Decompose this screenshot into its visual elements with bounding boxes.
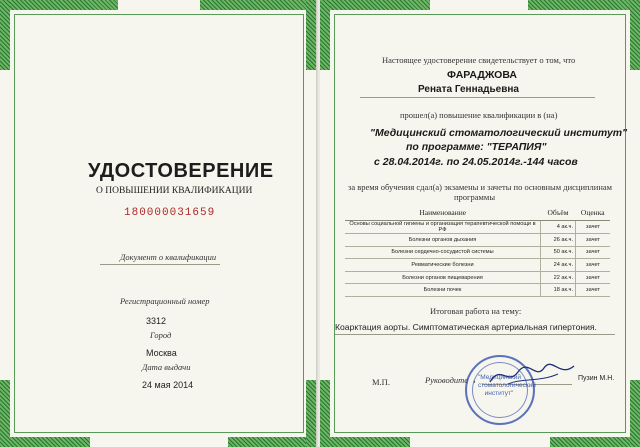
discipline-name: Болезни органов дыхания (345, 234, 541, 247)
institute-name: "Медицинский стоматологический институт" (370, 127, 628, 139)
discipline-result: зачет (576, 259, 611, 272)
divider (335, 334, 615, 335)
registration-label: Регистрационный номер (120, 296, 210, 306)
border-line (14, 14, 15, 433)
study-period: с 28.04.2014г. по 24.05.2014г.-144 часов (374, 156, 578, 168)
exams-text-line1: за время обучения сдал(а) экзамены и зачеты по основным дисциплинам (348, 182, 613, 192)
discipline-result: зачет (576, 221, 611, 234)
table-row (345, 246, 610, 259)
discipline-hours: 18 ак.ч. (541, 284, 576, 297)
seal-place-label: М.П. (372, 377, 390, 387)
border-line (334, 14, 626, 15)
discipline-result: зачет (576, 284, 611, 297)
certificate-title: УДОСТОВЕРЕНИЕ (88, 160, 274, 182)
border-line (303, 14, 304, 433)
head-label: Руководитель (425, 375, 476, 385)
city-label: Город (150, 330, 172, 340)
table-header-row (345, 204, 610, 221)
disciplines-table (345, 204, 610, 297)
header-name: Наименование (345, 204, 541, 221)
table-row (345, 259, 610, 272)
discipline-result: зачет (576, 271, 611, 284)
border-line (334, 14, 335, 433)
border-line (14, 432, 304, 433)
discipline-name: Болезни сердечно-сосудистой системы (345, 246, 541, 259)
holder-given-names: Рената Геннадьевна (418, 84, 519, 95)
table-row (345, 234, 610, 247)
passed-text: прошел(а) повышение квалификации в (на) (400, 110, 558, 120)
header-hours: Объём (541, 204, 576, 221)
discipline-hours: 4 ак.ч. (541, 221, 576, 234)
intro-text: Настоящее удостоверение свидетельствует о том, что (382, 55, 576, 65)
program-name: по программе: "ТЕРАПИЯ" (406, 141, 547, 153)
head-name: Пузин М.Н. (578, 375, 615, 382)
exams-text-line2: программы (454, 192, 496, 202)
left-page (0, 0, 318, 447)
serial-number: 180000031659 (124, 207, 216, 219)
certificate-subtitle: О ПОВЫШЕНИИ КВАЛИФИКАЦИИ (96, 186, 253, 196)
divider (360, 97, 595, 98)
divider (100, 264, 220, 265)
table-row (345, 271, 610, 284)
discipline-hours: 22 ак.ч. (541, 271, 576, 284)
table-row (345, 284, 610, 297)
discipline-result: зачет (576, 246, 611, 259)
border-line (14, 14, 304, 15)
issue-date: 24 мая 2014 (142, 380, 194, 390)
final-work-topic: Коарктация аорты. Симптоматическая артериальная гипертония. (335, 322, 597, 332)
city-value: Москва (146, 348, 177, 358)
signature-icon (488, 360, 578, 388)
discipline-hours: 26 ак.ч. (541, 234, 576, 247)
discipline-name: Болезни почек (345, 284, 541, 297)
discipline-name: Болезни органов пищеварения (345, 271, 541, 284)
border-line (625, 14, 626, 433)
discipline-name: Ревматические болезни (345, 259, 541, 272)
holder-surname: ФАРАДЖОВА (447, 69, 517, 81)
discipline-hours: 24 ак.ч. (541, 259, 576, 272)
discipline-result: зачет (576, 234, 611, 247)
stamp-text: "Медицинский стоматологический институт" (478, 374, 536, 397)
issue-date-label: Дата выдачи (142, 362, 191, 372)
document-type: Документ о квалификации (120, 252, 217, 262)
discipline-hours: 50 ак.ч. (541, 246, 576, 259)
header-result: Оценка (576, 204, 611, 221)
border-line (334, 432, 626, 433)
table-row (345, 221, 610, 234)
final-work-label: Итоговая работа на тему: (430, 306, 522, 316)
registration-number: 3312 (146, 316, 167, 326)
discipline-name: Основы социальной гигиены и организация терапевтической помощи в РФ (345, 221, 541, 234)
